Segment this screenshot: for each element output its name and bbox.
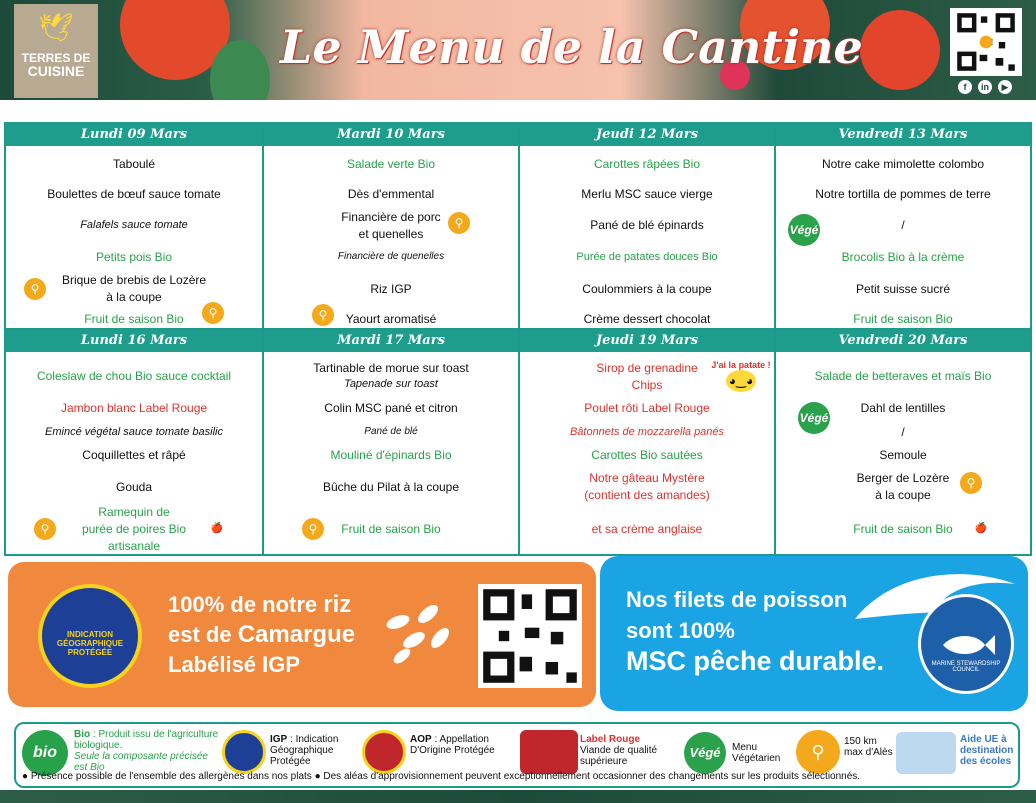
day-column [262, 330, 518, 554]
dish: Dahl de lentilles [860, 401, 946, 415]
dish: et quenelles [358, 227, 424, 241]
vege-icon: Végé [684, 732, 726, 774]
dish: artisanale [107, 539, 161, 553]
local-icon: ⚲ [302, 518, 324, 540]
dish: Yaourt aromatisé [345, 312, 437, 326]
fish-promo-text [626, 584, 884, 677]
dish: Pané de blé [364, 426, 418, 437]
dish: Colin MSC pané et citron [324, 401, 458, 415]
dish: / [901, 218, 905, 232]
dish: purée de poires Bio [81, 522, 187, 536]
dish: Notre cake mimolette colombo [821, 157, 985, 171]
dish: Bûche du Pilat à la coupe [322, 480, 460, 494]
dish: et sa crème anglaise [591, 522, 703, 536]
dish: Dès d'emmental [347, 187, 435, 201]
camargue-word: Camargue [237, 621, 356, 648]
dish: Crème dessert chocolat [583, 312, 711, 326]
dish: Boulettes de bœuf sauce tomate [47, 187, 221, 201]
dish: Gouda [115, 480, 153, 494]
brand-line1: TERRES DE [21, 51, 91, 65]
rice-line2: est de [168, 622, 238, 647]
day-header: Mardi 17 Mars [264, 330, 518, 352]
fish-line3: MSC pêche durable. [626, 646, 885, 676]
eu-school-aid-icon [896, 732, 956, 774]
legend-eu: Aide UE à destination des écoles [960, 734, 1014, 767]
day-column [262, 124, 518, 328]
dish: Poulet rôti Label Rouge [584, 401, 710, 415]
footer-decoration [0, 790, 1036, 803]
dish: Coquillettes et râpé [82, 448, 186, 462]
day-column [518, 330, 774, 554]
dish: Riz IGP [370, 282, 412, 296]
legend-igp: IGP : Indication Géographique Protégée [270, 734, 339, 767]
dish: Brique de brebis de Lozère [61, 273, 207, 287]
legend-label-rouge: Label Rouge Viande de qualité supérieure [580, 734, 658, 767]
dish: Pané de blé épinards [590, 218, 704, 232]
igp-seal-icon: INDICATION GÉOGRAPHIQUE PROTÉGÉE [38, 584, 142, 688]
potato-face-icon: ◕‿◕ [726, 370, 756, 392]
dish: à la coupe [875, 488, 931, 502]
aop-icon [362, 730, 406, 774]
dish: Fruit de saison Bio [84, 312, 184, 326]
day-column [6, 330, 262, 554]
eu-school-aid-icon: 🍎 [210, 523, 224, 534]
linkedin-icon[interactable]: in [978, 80, 992, 94]
facebook-icon[interactable]: f [958, 80, 972, 94]
dish: / [901, 425, 905, 439]
dish: Coulommiers à la coupe [582, 282, 712, 296]
dish: Salade de betteraves et maïs Bio [814, 369, 992, 383]
day-header: Mardi 10 Mars [264, 124, 518, 146]
dish: Jambon blanc Label Rouge [60, 401, 208, 415]
day-column [6, 124, 262, 328]
igp-icon [222, 730, 266, 774]
day-header: Lundi 16 Mars [6, 330, 262, 352]
day-header: Jeudi 12 Mars [520, 124, 774, 146]
qr-code-icon[interactable] [950, 8, 1022, 76]
dish: Carottes râpées Bio [593, 157, 701, 171]
brand-line2: CUISINE [27, 63, 85, 79]
vege-icon: Végé [788, 214, 820, 246]
label-rouge-icon [520, 730, 578, 774]
dish: Bâtonnets de mozzarella panés [569, 426, 725, 438]
dish: Semoule [879, 448, 927, 462]
legend-aop: AOP : Appellation D'Origine Protégée [410, 734, 495, 756]
page-title: Le Menu de la Cantine [280, 20, 863, 74]
week-2-menu [4, 330, 1032, 556]
footnote: ● Présence possible de l'ensemble des allergènes dans nos plats ● Des aléas d'approvisionnement peuvent exceptionnellement occasionner des changements sur les produits sélectionnés. [22, 771, 861, 782]
header-banner [0, 0, 1036, 100]
fish-promo-panel [600, 556, 1028, 711]
dish: Purée de patates douces Bio [576, 251, 718, 263]
local-icon: ⚲ [312, 304, 334, 326]
qr-code-icon[interactable] [478, 584, 582, 688]
local-icon: ⚲ [960, 472, 982, 494]
dish: Chips [631, 378, 663, 392]
dish: Notre tortilla de pommes de terre [815, 187, 991, 201]
week-1-menu [4, 122, 1032, 330]
rice-word: riz [323, 591, 352, 618]
dish: Brocolis Bio à la crème [841, 250, 965, 264]
day-header: Jeudi 19 Mars [520, 330, 774, 352]
dish: Fruit de saison Bio [853, 522, 953, 536]
local-icon: ⚲ [796, 730, 840, 774]
rice-line3: Labélisé IGP [168, 652, 301, 677]
eu-school-aid-icon: 🍎 [974, 523, 988, 534]
dish: Emincé végétal sauce tomate basilic [45, 426, 223, 438]
dish: Fruit de saison Bio [341, 522, 441, 536]
day-column [774, 330, 1030, 554]
youtube-icon[interactable]: ▶ [998, 80, 1012, 94]
dish: Taboulé [112, 157, 156, 171]
rice-promo-text [168, 590, 355, 680]
fish-line1: Nos filets de poisson [626, 587, 848, 612]
dish: Tapenade sur toast [344, 378, 438, 390]
dish: (contient des amandes) [584, 488, 710, 502]
dish: à la coupe [106, 290, 162, 304]
dish: Tartinable de morue sur toast [313, 361, 469, 375]
dish: Financière de porc [341, 210, 441, 224]
dish: Mouliné d'épinards Bio [330, 448, 452, 462]
dish: Carottes Bio sautées [591, 448, 703, 462]
local-icon: ⚲ [24, 278, 46, 300]
day-column [518, 124, 774, 328]
day-header: Vendredi 13 Mars [776, 124, 1030, 146]
dish: Berger de Lozère [856, 471, 950, 485]
local-icon: ⚲ [202, 302, 224, 324]
legend-bio: Bio : Produit issu de l'agriculture biologique. Seule la composante précisée est Bio [74, 729, 219, 773]
local-icon: ⚲ [34, 518, 56, 540]
brand-logo[interactable] [14, 4, 98, 98]
dish: Petit suisse sucré [855, 282, 951, 296]
bird-icon: 🕊 [38, 12, 74, 43]
dish: Petits pois Bio [95, 250, 173, 264]
dish: Fruit de saison Bio [853, 312, 953, 326]
dish: Merlu MSC sauce vierge [581, 187, 713, 201]
day-header: Lundi 09 Mars [6, 124, 262, 146]
tomato-decoration [860, 10, 940, 90]
msc-seal-label: MARINE STEWARDSHIP COUNCIL [931, 661, 1001, 673]
dish: Salade verte Bio [346, 157, 436, 171]
bio-icon: bio [22, 730, 68, 776]
fish-icon [939, 631, 995, 659]
patate-day-badge [710, 360, 772, 400]
local-icon: ⚲ [448, 212, 470, 234]
legend-local: 150 km max d'Alès [844, 736, 893, 758]
rice-promo-panel [8, 562, 596, 707]
dish: Financière de quenelles [337, 251, 445, 262]
day-header: Vendredi 20 Mars [776, 330, 1030, 352]
rice-line1: 100% de notre [168, 592, 324, 617]
patate-badge-label: J'ai la patate ! [711, 360, 771, 370]
dish: Ramequin de [98, 505, 170, 519]
rice-grains-icon [378, 600, 458, 670]
dish: Falafels sauce tomate [80, 219, 188, 231]
dish: Notre gâteau Mystère [589, 471, 705, 485]
dish: Coleslaw de chou Bio sauce cocktail [36, 369, 232, 383]
fish-line2: sont 100% [626, 618, 735, 643]
legend-vege: Menu Végétarien [732, 742, 781, 764]
vege-icon: Végé [798, 402, 830, 434]
dish: Sirop de grenadine [596, 361, 698, 375]
msc-seal-icon [918, 594, 1014, 694]
day-column [774, 124, 1030, 328]
